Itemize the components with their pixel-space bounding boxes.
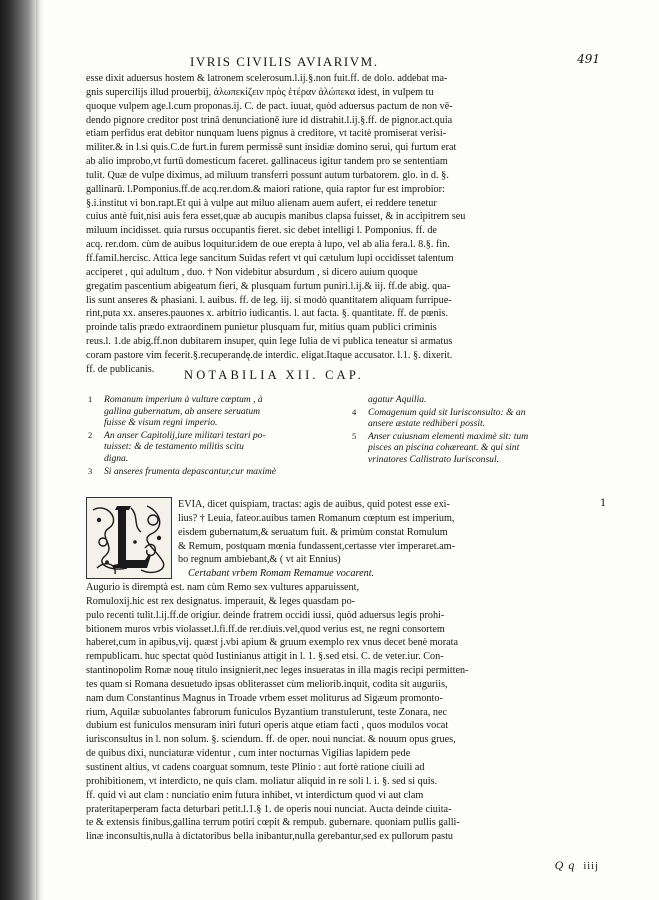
text-line: ff.famil.hercisc. Attica lege sancitum Suidas refert vt qui cætulum lupi occidisset talentum xyxy=(86,252,454,264)
decorated-initial-l xyxy=(86,497,172,579)
notabilia-item xyxy=(80,430,330,465)
notabilia-text: fuisse & visum regni imperio. xyxy=(104,417,218,429)
text-line: dubium est funiculos mensuram iniri futuri operis atque etiam facti , quos modulos vocat xyxy=(86,720,449,732)
text-line: miluum incidisset. quia rursus occupantis fieret. sic debet intelligi l. Pomponius. ff. de xyxy=(86,225,437,237)
text-line: coram pastore vim fecerit.§.recuperandę.de interdic. eligat.Itaque accusator. l.1. §. dixerit. xyxy=(86,349,453,361)
notabilia-text: Comagenum quid sit Iurisconsulto: & an xyxy=(368,406,526,418)
text-line: ab alio improbo,vt furtū domesticum faceret. gallinaceus igitur tandem pro se sententiam xyxy=(86,156,448,168)
decorated-initial-image xyxy=(87,498,171,578)
text-line: iurisconsultus in l. non solum. §. sciendum. ff. de oper. noui nunciat. & nouum opus grues, xyxy=(86,734,456,746)
text-line: gallinarū. l.Pomponius.ff.de acq.rer.dom.& maiori ratione, quia raptor fur est improbior: xyxy=(86,183,445,195)
catchword-text: Q q xyxy=(554,858,576,872)
notabilia-text: An anser Capitolij,iure militari testari po- xyxy=(104,429,266,441)
notabilia-text: pisces an piscina cohæreant. & qui sint xyxy=(368,442,520,454)
text-line: bitionem muros vrbis violasset.l.fi.ff.de rer.diuis.vel,quod verius est, ne regni consortem xyxy=(86,623,445,635)
notabilia-left-column xyxy=(80,394,330,478)
text-line: de quibus dixi, nunciaturæ videntur , cum inter nocturnas Vigilias lapidem pede xyxy=(86,748,411,760)
body-text-top xyxy=(86,72,598,377)
text-line: esse dixit aduersus hostem & latronem scelerosum.l.ij.§.non fuit.ff. de dolo. addebat ma- xyxy=(86,73,448,84)
binding-gutter-shadow xyxy=(0,0,40,900)
text-line: tulit. Quæ de vulpe diximus, ad miluum transferri possunt autum turbatorem. glo. in d. §. xyxy=(86,169,449,181)
notabilia-number: 5 xyxy=(352,430,357,441)
signature-mark: iiij xyxy=(583,861,599,872)
text-line: gregatim pascentium abigeatum fieri, & plusquam furtum puniri.l.ij.& iij. ff.de abig. qua- xyxy=(86,280,451,292)
text-line: lius? † Leuia, fateor.auibus tamen Romanum cœptum est imperium, xyxy=(178,512,455,524)
text-line: acq. rer.dom. cùm de auibus loquitur.idem de oue erepta à lupo, vel ab alia fera.l. 8.§. fin. xyxy=(86,239,450,251)
notabilia-text: vrinatores Callistrato Iurisconsul. xyxy=(368,453,500,465)
text-line: pulo recenti tulit.l.ij.ff.de origiur. deinde fratrem occidi iussi, quòd aduersus legis prohi- xyxy=(86,609,445,621)
notabilia-text: gallina gubernatum, ab ansere seruatum xyxy=(104,405,261,417)
text-line: gnis supercilijs illud prouerbij, ἀλωπεκίζειν πρὸς ἑτέραν ἀλώπεκα idest, in vulpem tu xyxy=(86,86,434,98)
notabilia-right-column xyxy=(344,394,600,467)
text-line: lis sunt anseres & phasiani. l. auibus. ff. de leg. iij. si modò quantitatem aliquam furripue- xyxy=(86,294,452,306)
text-line: quoque vulpem age.l.cum proponas.ij. C. de pact. iuuat, quòd aduersus pactum de non vē- xyxy=(86,100,453,112)
text-line: eisdem gubernatum,& seruatum fuit. & primùm constat Romulum xyxy=(178,526,448,538)
notabilia-number: 3 xyxy=(88,465,93,476)
notabilia-text: Anser cuiusnam elementi maximè sit: tum xyxy=(368,430,529,442)
section-heading: NOTABILIA XII. CAP. xyxy=(184,368,364,382)
notabilia-item xyxy=(80,466,330,478)
notabilia-number: 1 xyxy=(88,394,93,404)
text-line: cuius antè fuit,nisi auis fera esset,quæ ab aucupis manibus clapsa fuisset, & in accipitrem seu xyxy=(86,211,466,223)
text-line: proinde talis prædo extraordinem punietur plusquam fur, mitius quam publici criminis xyxy=(86,322,437,334)
text-line: EVIA, dicet quispiam, tractas: agis de auibus, quid potest esse exi- xyxy=(178,499,450,510)
text-line: §.i.institut vi bon.rapt.Et qui à vulpe aut miluo alienam auem aufert, ei reddere tenetur xyxy=(86,197,437,209)
binding-gutter-fade xyxy=(36,0,44,900)
text-line: militer.& in l.si quis.C.de furt.in furem permissē sunt insidiæ domino serui, qui furtum erat xyxy=(86,142,457,154)
text-line: haberet,cum in apibus,vij. quæst j.vbi apium & gruum exemplo rex vnus decet benè morata xyxy=(86,637,459,649)
notabilia-text: tuisset: & de testamento militis scitu xyxy=(104,441,244,453)
notabilia-item xyxy=(344,394,600,406)
catchword xyxy=(555,858,599,873)
notabilia-item xyxy=(80,394,330,429)
notabilia-summary xyxy=(80,394,600,494)
text-line: prohibitionem, vt interdicto, ne quis clam. moliatur aliquid in re soli l. i. §. sed si quis. xyxy=(86,775,438,787)
page-header xyxy=(72,54,600,70)
notabilia-text: agatur Aquilia. xyxy=(368,394,427,405)
page-number: 491 xyxy=(577,52,600,66)
text-line: rium, Aquilæ subuolantes fabrorum funiculos Byzantium transtulerunt, teste Zonara, nec xyxy=(86,706,448,718)
text-line: rempublicam. huc spectat quòd Iustinianus attigit in l. 1. §.sed etsi. C. de veter.iur. Con- xyxy=(86,651,444,663)
body-text-opening xyxy=(178,498,598,581)
notabilia-item xyxy=(344,407,600,430)
ennius-quote: Certabant vrbem Romam Remamue vocarent. xyxy=(188,568,375,580)
notabilia-text: ansere æstate redhiberi possit. xyxy=(368,418,486,430)
text-line: rint,puta xx. anseres.pauones x. arbitrio iudicantis. l. aut facta. §. quantitate. ff. de pœnis. xyxy=(86,308,448,320)
text-line: dendo pignore creditor post trinā denunciationē iure id distrahit.l.ij.§.ff. de pignor.act.quia xyxy=(86,114,453,126)
text-line: & Remum, postquam mœnia fundassent,certasse vter imperaret.am- xyxy=(178,540,455,552)
text-line: ff. quid vi aut clam : nunciatio enim futura inhibet, vt interdictum quod vi aut clam xyxy=(86,789,424,801)
text-line: acciperet , qui adultum , duo. † Non videbitur absurdum , si dicero auium quoque xyxy=(86,266,418,278)
text-line: tes quam si Romana desuetudo ipsas obliterasset cùm meliorib.inquit, codita sit auguriis, xyxy=(86,678,448,690)
text-line: sustinent altius, vt cadens coarguat somnum, teste Plinio : aut fortè ratione ciuili ad xyxy=(86,761,425,773)
notabilia-number: 4 xyxy=(352,406,357,417)
text-line: ff. de publicanis. xyxy=(86,363,155,375)
text-line: etiam perfidus erat debitor nunquam luens pignus à creditore, vt tacitè promiserat verisi- xyxy=(86,128,447,140)
notabilia-number: 2 xyxy=(88,429,93,440)
text-line: prateritaperperam facta deturbari petit.l.1.§ 1. de operis noui nunciat. Aucta deinde ciuita- xyxy=(86,803,452,815)
body-text-continued xyxy=(86,581,598,844)
text-line: bo regnum ambiebant,& ( vt ait Ennius) xyxy=(178,554,341,566)
notabilia-text: Si anseres frumenta depascantur,cur maximè xyxy=(104,465,277,477)
text-line: te & extensis finibus,gallina terrum potiri cœpit & rempub. gubernare. quoniam pullis galli- xyxy=(86,817,460,829)
notabilia-text: Romanum imperium à vulture cœptum , à xyxy=(104,394,263,405)
text-line: Romuloxij.hic est rex designatus. imperauit, & leges quasdam po- xyxy=(86,595,356,607)
text-line: nam dum Constantinus Magnus in Troade vrbem esset moliturus ad Sigæum promonto- xyxy=(86,692,443,704)
notabilia-item xyxy=(344,431,600,466)
running-title: IVRIS CIVILIS AVIARIVM. xyxy=(190,54,379,69)
text-line: linæ inconsultis,nulla à dictatoribus bella inibantur,nulla gerebantur,sed ex pullorum pastu xyxy=(86,831,453,843)
text-line: reus.l. 1.de abig.ff.non dubitarem insuper, quin lege Iulia de vi publica teneatur si armatus xyxy=(86,336,453,348)
text-line: stantinopolim Romæ nouę titulo insignierit,nec leges insueratas in illa magis recipi permitten- xyxy=(86,665,469,677)
margin-marker: 1 xyxy=(600,498,607,509)
notabilia-text: digna. xyxy=(104,452,129,464)
text-line: Augurio is diremptà est. nam cùm Remo sex vultures apparuissent, xyxy=(86,582,360,593)
